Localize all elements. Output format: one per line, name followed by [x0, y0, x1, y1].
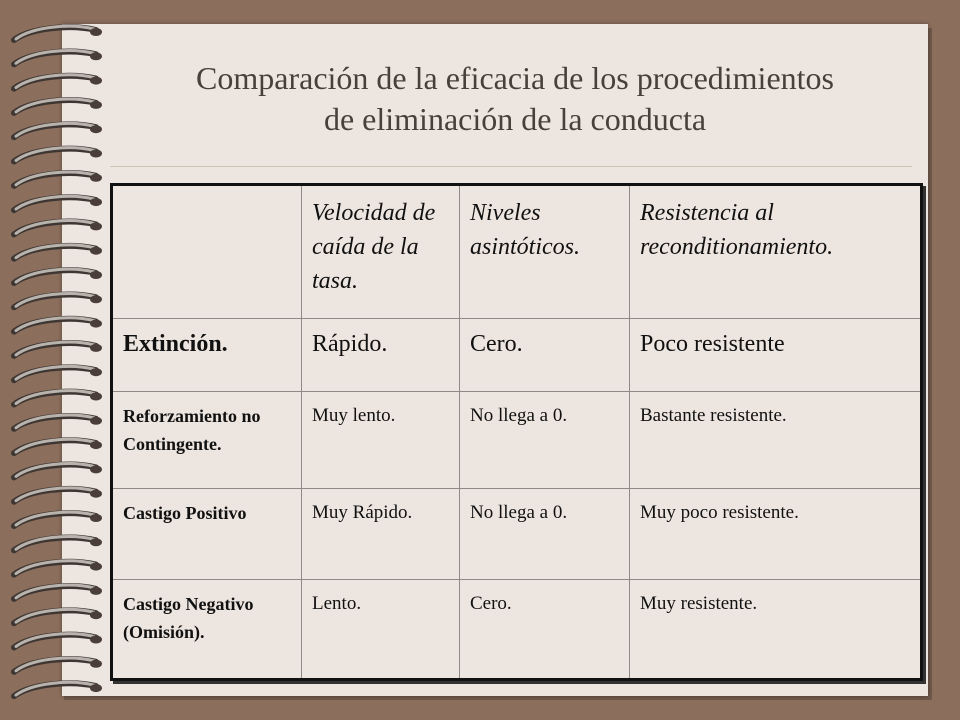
title-line-2: de eliminación de la conducta [323, 101, 707, 137]
table-row [112, 489, 922, 580]
row-label: Castigo Negativo (Omisión). [112, 580, 302, 680]
binding-ring [14, 658, 102, 672]
binding-ring [14, 318, 102, 332]
table-header-row [112, 185, 922, 319]
table-row [112, 392, 922, 489]
binding-ring [14, 245, 102, 259]
table-cell: Muy lento. [302, 392, 460, 489]
row-label: Extinción. [112, 319, 302, 392]
binding-ring [14, 391, 102, 405]
binding-ring [14, 464, 102, 478]
binding-ring [14, 75, 102, 89]
binding-ring [14, 415, 102, 429]
binding-ring [14, 148, 102, 162]
table-cell: Cero. [460, 580, 630, 680]
binding-ring [14, 221, 102, 235]
header-cell-resistance: Resistencia al reconditionamiento. [630, 185, 922, 319]
binding-ring [14, 26, 102, 40]
title-line-1: Comparación de la eficacia de los procedimientos [196, 60, 834, 96]
table-row [112, 580, 922, 680]
table-cell: No llega a 0. [460, 392, 630, 489]
binding-ring [14, 634, 102, 648]
header-cell-empty [112, 185, 302, 319]
table-cell: Cero. [460, 319, 630, 392]
binding-ring [14, 609, 102, 623]
header-cell-speed: Velocidad de caída de la tasa. [302, 185, 460, 319]
binding-ring [14, 269, 102, 283]
row-label: Castigo Positivo [112, 489, 302, 580]
table-cell: Muy resistente. [630, 580, 922, 680]
binding-ring [14, 51, 102, 65]
table-cell: Muy poco resistente. [630, 489, 922, 580]
header-cell-asymptotic: Niveles asintóticos. [460, 185, 630, 319]
binding-ring [14, 342, 102, 356]
comparison-table [110, 183, 923, 681]
table-cell: Muy Rápido. [302, 489, 460, 580]
binding-ring [14, 366, 102, 380]
binding-ring [14, 99, 102, 113]
binding-ring [14, 561, 102, 575]
binding-ring [14, 585, 102, 599]
slide-title [110, 58, 920, 140]
binding-ring [14, 196, 102, 210]
title-divider [110, 166, 912, 167]
table-cell: Bastante resistente. [630, 392, 922, 489]
binding-ring [14, 172, 102, 186]
binding-ring [14, 294, 102, 308]
binding-ring [14, 512, 102, 526]
binding-ring [14, 537, 102, 551]
row-label: Reforzamiento no Contingente. [112, 392, 302, 489]
binding-ring [14, 439, 102, 453]
spiral-binding [0, 0, 120, 720]
table-cell: Poco resistente [630, 319, 922, 392]
table-row [112, 319, 922, 392]
table-cell: Rápido. [302, 319, 460, 392]
binding-ring [14, 123, 102, 137]
binding-ring [14, 682, 102, 696]
binding-ring [14, 488, 102, 502]
table-cell: Lento. [302, 580, 460, 680]
table-cell: No llega a 0. [460, 489, 630, 580]
